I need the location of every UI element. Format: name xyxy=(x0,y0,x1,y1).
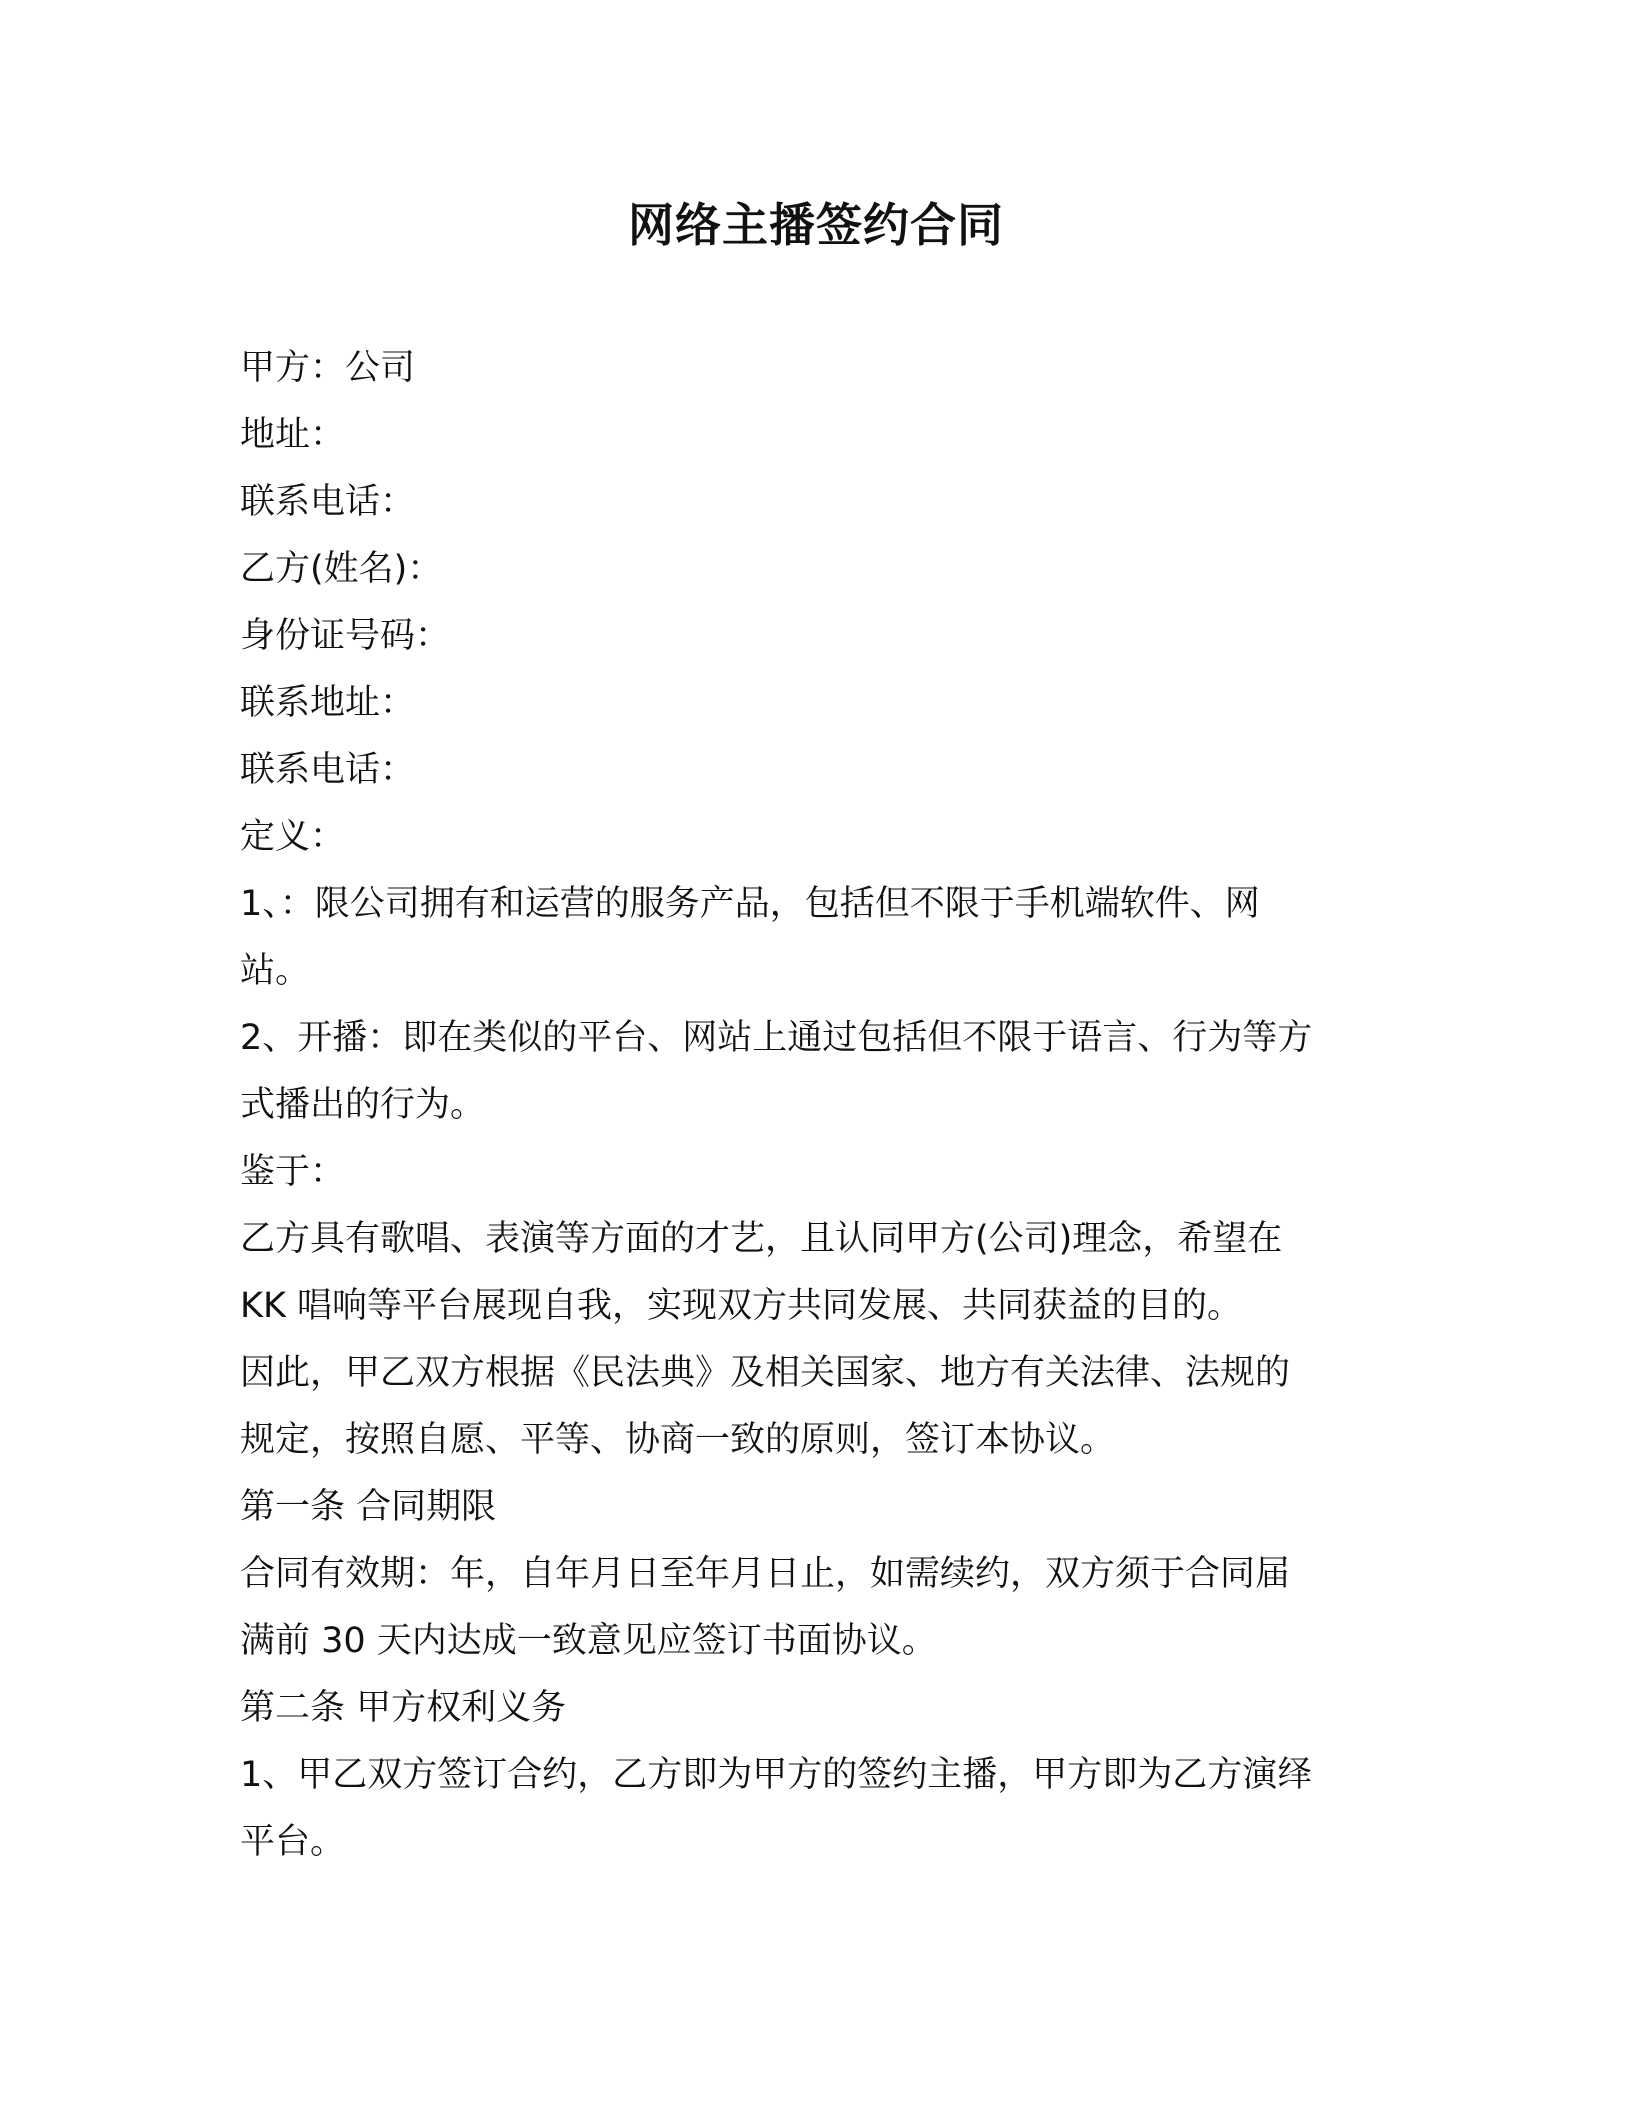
whereas-heading: 鉴于： xyxy=(240,1152,346,1192)
basis-line-2: 规定，按照自愿、平等、协商一致的原则，签订本协议。 xyxy=(240,1420,1116,1460)
document-title: 网络主播签约合同 xyxy=(628,198,1004,252)
basis-line-1: 因此，甲乙双方根据《民法典》及相关国家、地方有关法律、法规的 xyxy=(240,1353,1291,1393)
definitions-heading: 定义： xyxy=(240,817,346,857)
definition-2-line-2: 式播出的行为。 xyxy=(240,1085,486,1125)
article-1-line-2: 满前 30 天内达成一致意见应签订书面协议。 xyxy=(240,1621,937,1661)
party-a-phone-line: 联系电话： xyxy=(240,482,416,522)
definition-2-line-1: 2、开播：即在类似的平台、网站上通过包括但不限于语言、行为等方 xyxy=(240,1018,1313,1058)
definition-1-line-2: 站。 xyxy=(240,951,311,991)
party-b-phone-line: 联系电话： xyxy=(240,750,416,790)
whereas-line-2: KK 唱响等平台展现自我，实现双方共同发展、共同获益的目的。 xyxy=(240,1286,1243,1326)
document-body xyxy=(240,335,1390,1876)
party-b-id-line: 身份证号码： xyxy=(240,616,451,656)
article-1-heading: 第一条 合同期限 xyxy=(240,1487,497,1527)
party-b-address-line: 联系地址： xyxy=(240,683,416,723)
article-2-item-1-line-1: 1、甲乙双方签订合约，乙方即为甲方的签约主播，甲方即为乙方演绎 xyxy=(240,1755,1313,1795)
party-b-name-line: 乙方(姓名)： xyxy=(240,549,443,589)
article-2-item-1-line-2: 平台。 xyxy=(240,1822,346,1862)
article-1-line-1: 合同有效期：年，自年月日至年月日止，如需续约，双方须于合同届 xyxy=(240,1554,1291,1594)
whereas-line-1: 乙方具有歌唱、表演等方面的才艺，且认同甲方(公司)理念，希望在 xyxy=(240,1219,1283,1259)
article-2-heading: 第二条 甲方权利义务 xyxy=(240,1688,567,1728)
definition-1-line-1: 1、：限公司拥有和运营的服务产品，包括但不限于手机端软件、网 xyxy=(240,884,1260,924)
party-a-line: 甲方：公司 xyxy=(240,348,416,388)
party-a-address-line: 地址： xyxy=(240,415,346,455)
